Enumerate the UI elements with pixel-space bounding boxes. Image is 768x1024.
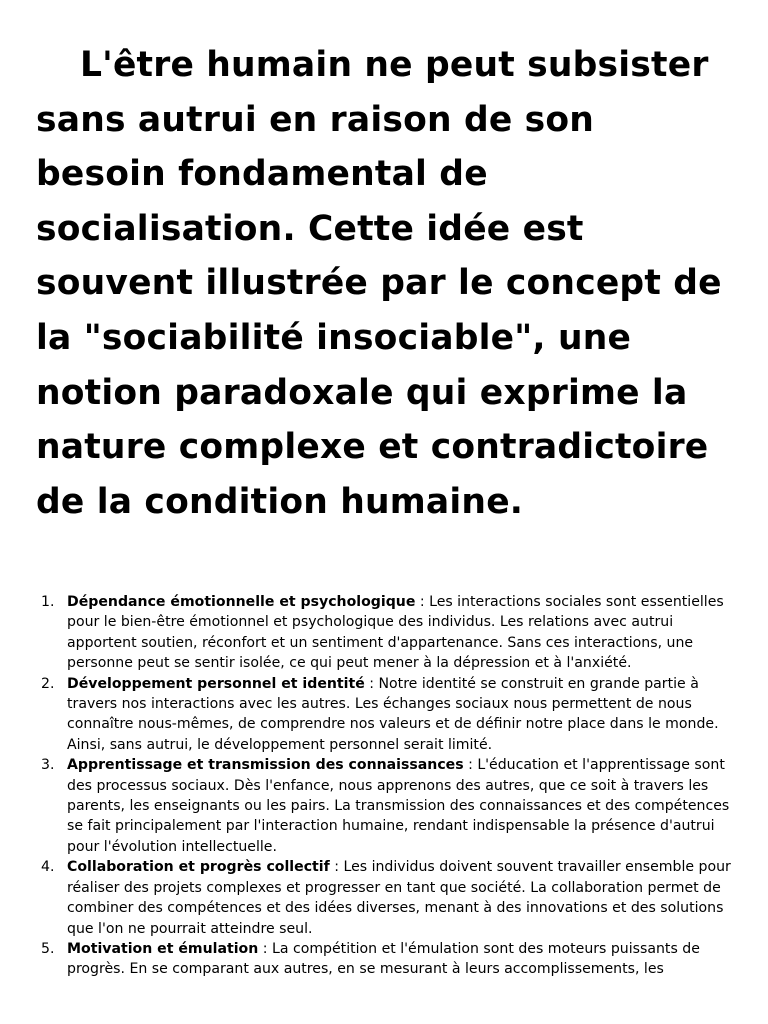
list-item-number: 1. [41,594,55,610]
list-item-title: Collaboration et progrès collectif [67,859,330,876]
list-item [41,857,739,939]
list-item-number: 4. [41,859,55,876]
list-item-title: Dépendance émotionnelle et psychologique [67,594,416,610]
list-item [41,674,739,756]
list-item-text: : Les interactions sociales sont essentielles pour le bien-être émotionnel et psychologique des individus. Les relations avec autrui apportent soutien, réconfort et un sentiment d'appartenance. Sans ces interactions, une personne peut se sentir isolée, ce qui peut mener à la dépression et à l'anxiété. [67,594,724,672]
numbered-list [41,592,739,980]
list-item-text: : Les individus doivent souvent travailler ensemble pour réaliser des projets complexes et progresser en tant que société. La collaboration permet de combiner des compétences et des idées diverses, menant à des innovations et des solutions que l'on ne pourrait atteindre seul. [67,859,731,937]
list-item-text: : Notre identité se construit en grande partie à travers nos interactions avec les autres. Les échanges sociaux nous permettent de nous connaître nous-mêmes, de comprendre nos valeurs et de définir notre place dans le monde. Ainsi, sans autrui, le développement personnel serait limité. [67,675,719,753]
intro-paragraph: L'être humain ne peut subsister sans autrui en raison de son besoin fondamental de socialisation. Cette idée est souvent illustrée par le concept de la "sociabilité insociable", une notion paradoxale qui exprime la nature complexe et contradictoire de la condition humaine. [36,45,722,522]
list-item-title: Développement personnel et identité [67,675,365,692]
list-item-text: : L'éducation et l'apprentissage sont des processus sociaux. Dès l'enfance, nous apprenons des autres, que ce soit à travers les parents, les enseignants ou les pairs. La transmission des connaissances et des compétences se fait principalement par l'interaction humaine, rendant indispensable la présence d'autrui pour l'évolution intellectuelle. [67,757,730,855]
list-item-title: Motivation et émulation [67,940,259,957]
list-item-number: 2. [41,675,55,692]
list-item [41,755,739,857]
list-item [41,592,739,674]
list-item-text: : La compétition et l'émulation sont des moteurs puissants de progrès. En se comparant aux autres, en se mesurant à leurs accomplissements, les [67,940,700,978]
list-item [41,939,739,980]
list-item-title: Apprentissage et transmission des connaissances [67,757,464,774]
list-item-number: 5. [41,940,55,957]
list-item-number: 3. [41,757,55,774]
